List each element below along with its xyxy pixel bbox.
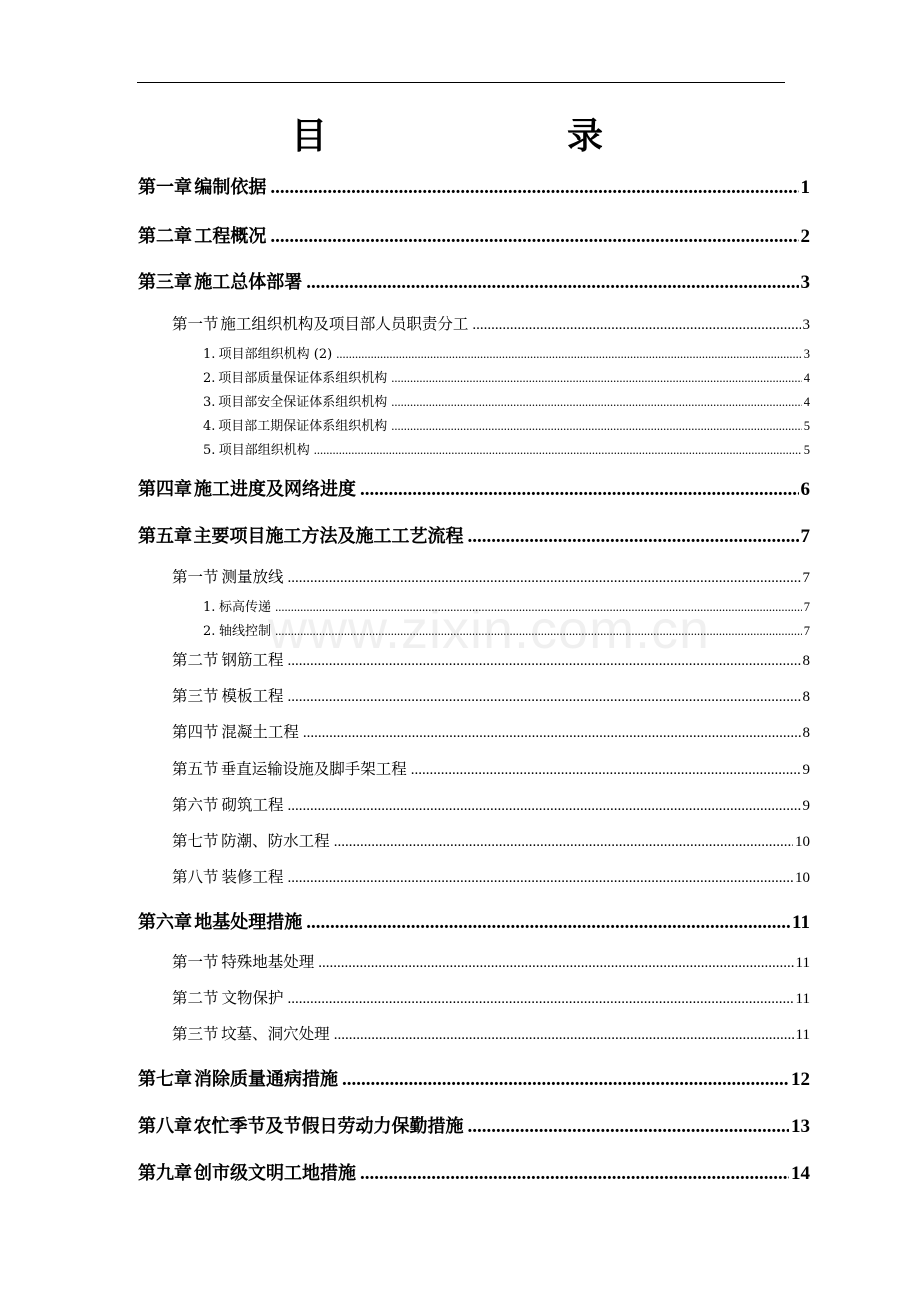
toc-entry-title: 创市级文明工地措施 — [193, 1163, 356, 1184]
toc-page-number: 5 — [803, 419, 810, 433]
toc-dot-leader — [391, 419, 801, 434]
toc-entry-title: 混凝土工程 — [221, 723, 299, 741]
toc-entry-number: 第六节 — [172, 796, 219, 814]
toc-chapter-row[interactable] — [138, 1065, 810, 1091]
toc-dot-leader — [336, 347, 802, 362]
toc-entry-title: 项目部组织机构 — [218, 443, 310, 458]
toc-entry-number: 第一章 — [138, 177, 192, 198]
toc-chapter-row[interactable] — [138, 908, 810, 934]
toc-dot-leader — [270, 226, 798, 248]
toc-entry-title: 项目部质量保证体系组织机构 — [218, 371, 388, 386]
toc-section-row[interactable] — [172, 757, 810, 779]
toc-entry-title: 测量放线 — [221, 568, 284, 586]
toc-entry-number: 第九章 — [138, 1163, 192, 1184]
toc-entry-title: 农忙季节及节假日劳动力保勤措施 — [193, 1116, 464, 1137]
toc-sub-row[interactable] — [203, 620, 810, 639]
toc-sub-row[interactable] — [203, 343, 810, 362]
toc-dot-leader — [342, 1069, 789, 1091]
toc-page-number: 8 — [802, 689, 810, 705]
toc-dot-leader — [306, 912, 790, 934]
toc-entry-number: 5. — [203, 443, 216, 458]
toc-entry-number: 第八节 — [172, 868, 219, 886]
toc-dot-leader — [360, 1163, 789, 1185]
toc-entry-number: 第五章 — [138, 526, 192, 547]
toc-entry-title: 施工进度及网络进度 — [194, 479, 356, 500]
toc-page-number: 2 — [800, 226, 810, 247]
toc-section-row[interactable] — [172, 793, 810, 815]
toc-entry-number: 第七节 — [172, 832, 219, 850]
toc-entry-title: 项目部安全保证体系组织机构 — [218, 395, 388, 410]
toc-entry-number: 1. — [203, 600, 216, 615]
toc-entry-number: 第三节 — [172, 1025, 219, 1043]
toc-entry-title: 施工组织机构及项目部人员职责分工 — [220, 315, 469, 333]
toc-entry-number: 第一节 — [172, 953, 219, 971]
toc-chapter-row[interactable] — [138, 173, 810, 199]
toc-section-row[interactable] — [172, 986, 810, 1008]
toc-page-number: 9 — [802, 762, 810, 778]
toc-page-number: 4 — [803, 395, 810, 409]
toc-dot-leader — [472, 317, 800, 334]
toc-page-number: 1 — [800, 177, 810, 198]
toc-entry-number: 第五节 — [172, 760, 219, 778]
toc-entry-title: 项目部工期保证体系组织机构 — [218, 419, 388, 434]
toc-dot-leader — [334, 834, 793, 851]
toc-chapter-row[interactable] — [138, 1112, 810, 1138]
toc-entry-title: 轴线控制 — [219, 624, 272, 639]
toc-entry-title: 防潮、防水工程 — [221, 832, 330, 850]
toc-dot-leader — [287, 870, 793, 887]
toc-page-number: 4 — [803, 371, 810, 385]
toc-dot-leader — [411, 762, 801, 779]
toc-dot-leader — [360, 479, 799, 501]
toc-page-number: 8 — [802, 653, 810, 669]
toc-entry-number: 第二章 — [138, 226, 192, 247]
toc-dot-leader — [303, 725, 801, 742]
toc-entry-title: 文物保护 — [221, 989, 284, 1007]
toc-page-number: 11 — [792, 912, 810, 933]
toc-sub-row[interactable] — [203, 391, 810, 410]
page-title: 目 录 — [290, 116, 659, 157]
toc-entry-title: 工程概况 — [194, 226, 267, 247]
toc-sub-row[interactable] — [203, 596, 810, 615]
toc-entry-number: 3. — [203, 395, 216, 410]
toc-page-number: 10 — [795, 870, 810, 886]
toc-chapter-row[interactable] — [138, 475, 810, 501]
watermark-text: www.zixin.com.cn — [268, 600, 711, 660]
toc-dot-leader — [287, 991, 793, 1008]
toc-dot-leader — [391, 371, 801, 386]
toc-dot-leader — [287, 798, 800, 815]
toc-section-row[interactable] — [172, 829, 810, 851]
toc-entry-number: 第二节 — [172, 651, 219, 669]
toc-entry-number: 4. — [203, 419, 216, 434]
toc-page-number: 9 — [802, 798, 810, 814]
toc-dot-leader — [391, 395, 801, 410]
toc-entry-number: 第六章 — [138, 912, 192, 933]
toc-chapter-row[interactable] — [138, 268, 810, 294]
toc-entry-title: 垂直运输设施及脚手架工程 — [220, 760, 407, 778]
toc-entry-number: 第三章 — [138, 272, 192, 293]
toc-page-number: 11 — [795, 991, 810, 1007]
toc-entry-number: 第三节 — [172, 687, 219, 705]
toc-entry-title: 项目部组织机构 (2) — [218, 347, 333, 362]
toc-page-number: 3 — [803, 347, 810, 361]
toc-entry-title: 地基处理措施 — [194, 912, 303, 933]
toc-page-number: 3 — [800, 272, 810, 293]
toc-sub-row[interactable] — [203, 367, 810, 386]
toc-page-number: 7 — [802, 570, 810, 586]
toc-entry-title: 模板工程 — [221, 687, 284, 705]
toc-entry-number: 1. — [203, 347, 216, 362]
toc-chapter-row[interactable] — [138, 1159, 810, 1185]
toc-section-row[interactable] — [172, 950, 810, 972]
toc-page-number: 7 — [800, 526, 810, 547]
toc-section-row[interactable] — [172, 312, 810, 334]
toc-entry-number: 第二节 — [172, 989, 219, 1007]
toc-page-number: 5 — [803, 443, 810, 457]
toc-entry-number: 第四章 — [138, 479, 192, 500]
toc-entry-number: 第一节 — [172, 568, 219, 586]
toc-entry-number: 第一节 — [172, 315, 219, 333]
toc-entry-title: 消除质量通病措施 — [194, 1069, 339, 1090]
toc-page-number: 10 — [795, 834, 810, 850]
toc-dot-leader — [318, 955, 793, 972]
toc-dot-leader — [287, 653, 800, 670]
toc-entry-title: 编制依据 — [194, 177, 267, 198]
toc-dot-leader — [314, 443, 802, 458]
toc-dot-leader — [275, 624, 802, 639]
toc-section-row[interactable] — [172, 865, 810, 887]
toc-page-number: 7 — [803, 624, 810, 638]
toc-page-number: 3 — [802, 317, 810, 333]
toc-section-row[interactable] — [172, 565, 810, 587]
toc-dot-leader — [287, 570, 800, 587]
toc-page-number: 12 — [791, 1069, 810, 1090]
toc-entry-title: 钢筋工程 — [221, 651, 284, 669]
toc-entry-number: 2. — [203, 371, 216, 386]
toc-page-number: 13 — [791, 1116, 810, 1137]
toc-entry-number: 第七章 — [138, 1069, 192, 1090]
toc-entry-number: 第八章 — [138, 1116, 192, 1137]
toc-page-number: 11 — [795, 1027, 810, 1043]
toc-page-number: 14 — [791, 1163, 810, 1184]
toc-page-number: 6 — [800, 479, 810, 500]
toc-entry-title: 坟墓、洞穴处理 — [221, 1025, 330, 1043]
toc-entry-title: 装修工程 — [221, 868, 284, 886]
toc-chapter-row[interactable] — [138, 222, 810, 248]
toc-entry-title: 施工总体部署 — [194, 272, 303, 293]
toc-page-number: 7 — [803, 600, 810, 614]
toc-section-row[interactable] — [172, 684, 810, 706]
toc-page-number: 11 — [795, 955, 810, 971]
toc-entry-title: 特殊地基处理 — [221, 953, 315, 971]
toc-dot-leader — [467, 1116, 789, 1138]
toc-dot-leader — [334, 1027, 794, 1044]
toc-entry-title: 标高传递 — [219, 600, 272, 615]
toc-dot-leader — [306, 272, 798, 294]
toc-section-row[interactable] — [172, 720, 810, 742]
toc-section-row[interactable] — [172, 648, 810, 670]
toc-sub-row[interactable] — [203, 439, 810, 458]
toc-entry-number: 2. — [203, 624, 216, 639]
toc-entry-title: 主要项目施工方法及施工工艺流程 — [193, 526, 464, 547]
toc-chapter-row[interactable] — [138, 522, 810, 548]
toc-sub-row[interactable] — [203, 415, 810, 434]
toc-dot-leader — [468, 526, 799, 548]
toc-dot-leader — [270, 177, 798, 199]
toc-dot-leader — [287, 689, 800, 706]
toc-entry-number: 第四节 — [172, 723, 219, 741]
toc-page-number: 8 — [802, 725, 810, 741]
toc-entry-title: 砌筑工程 — [221, 796, 284, 814]
toc-section-row[interactable] — [172, 1022, 810, 1044]
toc-dot-leader — [275, 600, 802, 615]
